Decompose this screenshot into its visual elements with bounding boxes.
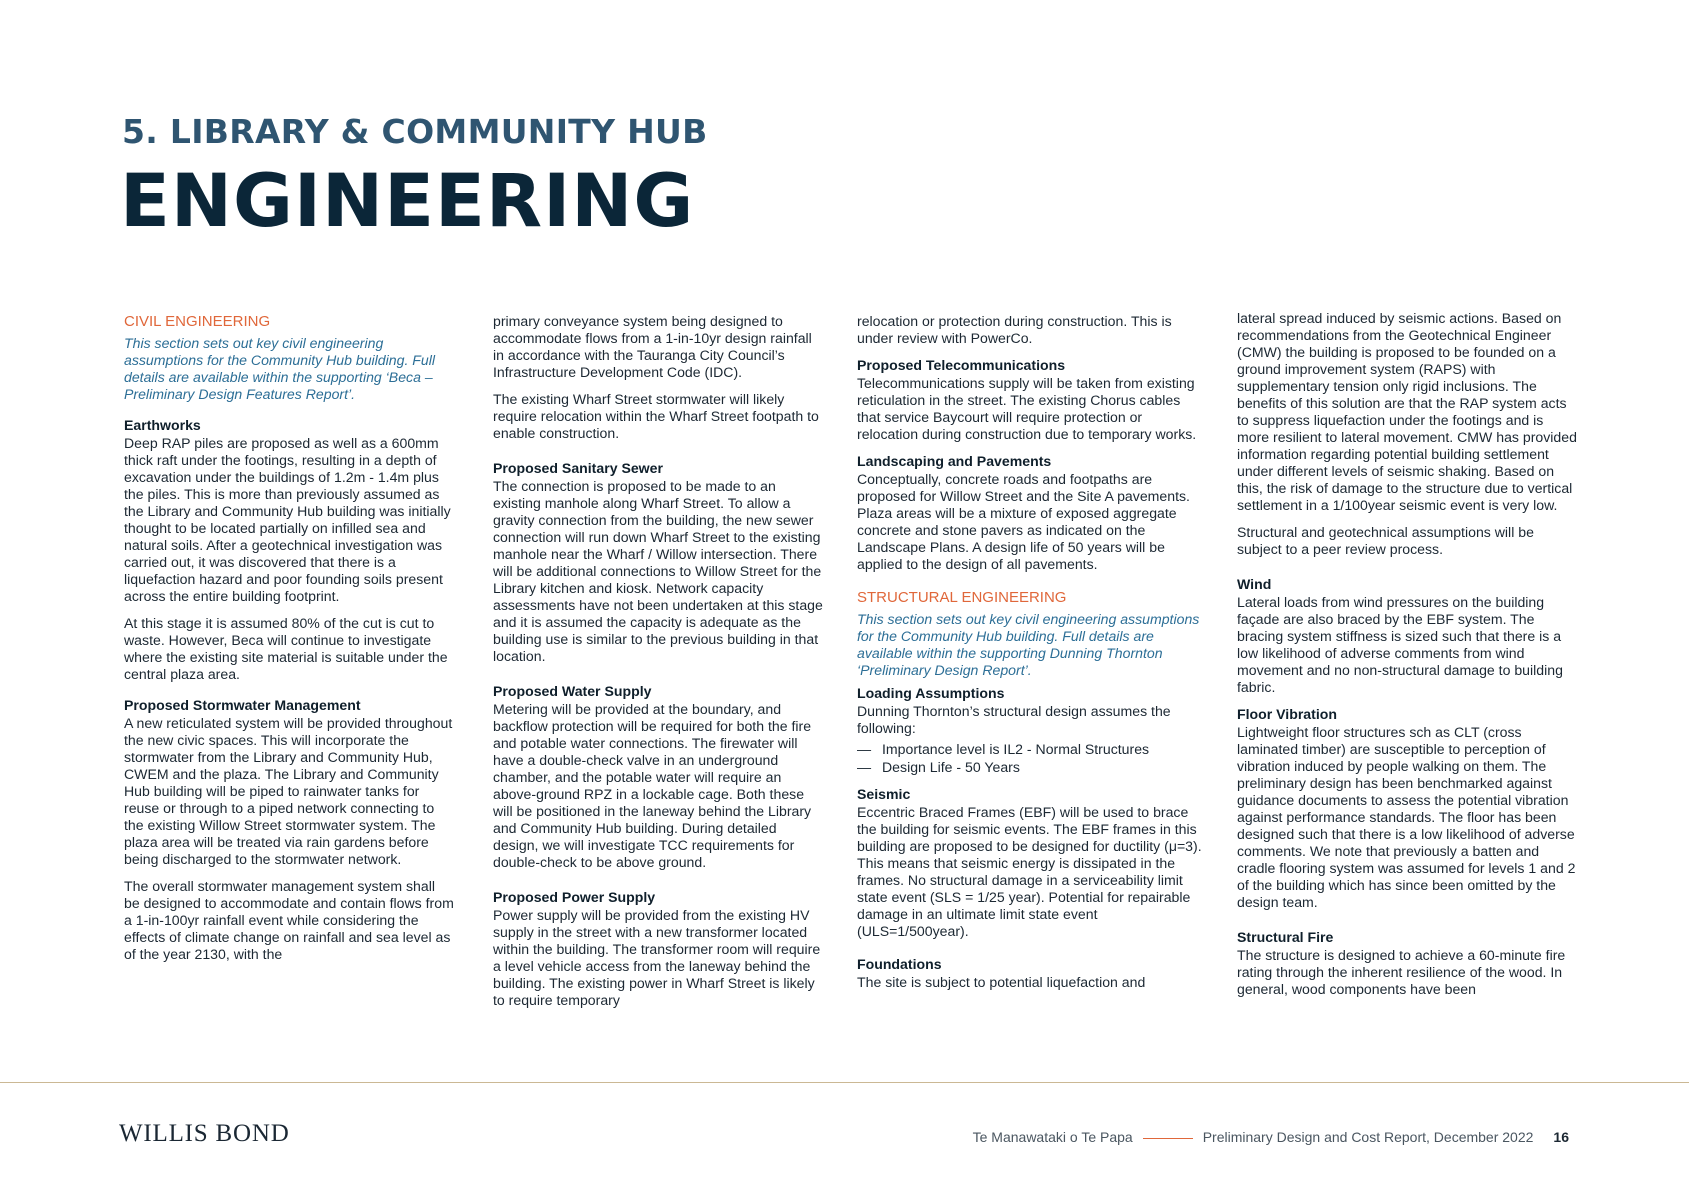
water-supply-heading: Proposed Water Supply [493, 683, 652, 699]
wind-heading: Wind [1237, 576, 1272, 592]
page-number: 16 [1553, 1129, 1569, 1145]
structural-intro: This section sets out key civil engineering assumptions for the Community Hub building. Full details are available within the supporting Dunning Thornton ‘Preliminary Design Report’. [857, 611, 1200, 678]
loading-paragraph: Dunning Thornton’s structural design assumes the following: [857, 703, 1171, 736]
footer-divider [0, 1082, 1689, 1083]
stormwater-heading: Proposed Stormwater Management [124, 697, 361, 713]
earthworks-heading: Earthworks [124, 417, 201, 433]
civil-engineering-heading: CIVIL ENGINEERING [124, 313, 271, 330]
water-supply-paragraph: Metering will be provided at the boundary, and backflow protection will be required for both the fire and potable water connections. The firewater will have a double-check valve in an underground chamber, and the potable water will require an above-ground RPZ in a lockable cage. Both these will be positioned in the laneway behind the Library and Community Hub building. During detailed design, we will investigate TCC requirements for double-check to be above ground. [493, 701, 812, 870]
sewer-paragraph: The connection is proposed to be made to an existing manhole along Wharf Street. To allow a gravity connection from the building, the new sewer connection will run down Wharf Street to the existing manhole near the Wharf / Willow intersection. There will be additional connections to Willow Street for the Library kitchen and kiosk. Network capacity assessments have not been undertaken at this stage and it is assumed the capacity is adequate as the building use is similar to the previous building in that location. [493, 478, 823, 664]
sewer-heading: Proposed Sanitary Sewer [493, 460, 663, 476]
floor-vibration-paragraph: Lightweight floor structures sch as CLT (cross laminated timber) are susceptible to perception of vibration induced by people walking on them. The preliminary design has been benchmarked against guidance documents to assess the potential vibration against performance standards. The floor has been designed such that there is a low likelihood of adverse comments. We note that previously a batten and cradle flooring system was assumed for levels 1 and 2 of the building which has since been omitted by the design team. [1237, 724, 1576, 910]
loading-heading: Loading Assumptions [857, 685, 1005, 701]
landscaping-heading: Landscaping and Pavements [857, 453, 1052, 469]
peer-review-paragraph: Structural and geotechnical assumptions will be subject to a peer review process. [1237, 524, 1534, 557]
conveyance-paragraph: primary conveyance system being designed to accommodate flows from a 1-in-10yr design rainfall in accordance with the Tauranga City Council’s Infrastructure Development Code (IDC). [493, 313, 812, 380]
foundations-paragraph: The site is subject to potential liquefaction and [857, 974, 1146, 990]
earthworks-paragraph-2: At this stage it is assumed 80% of the cut is cut to waste. However, Beca will continue to investigate where the existing site material is suitable under the central plaza area. [124, 615, 448, 682]
civil-intro: This section sets out key civil engineering assumptions for the Community Hub building. Full details are available within the supporting ‘Beca – Preliminary Design Features Report’. [124, 335, 435, 402]
structural-engineering-heading: STRUCTURAL ENGINEERING [857, 589, 1067, 606]
seismic-paragraph: Eccentric Braced Frames (EBF) will be used to brace the building for seismic events. The EBF frames in this building are proposed to be designed for ductility (μ=3). This means that seismic energy is dissipated in the frames. No structural damage in a serviceability limit state event (SLS = 1/25 year). Potential for repairable damage in an ultimate limit state event (ULS=1/500year). [857, 804, 1202, 939]
footer-dash [1143, 1138, 1193, 1139]
willis-bond-logo: WILLIS BOND [119, 1120, 290, 1147]
column-2 [493, 313, 823, 1019]
telecom-heading: Proposed Telecommunications [857, 357, 1066, 373]
section-label: 5. LIBRARY & COMMUNITY HUB [122, 112, 708, 151]
column-3 [857, 313, 1207, 1001]
page-title: ENGINEERING [120, 159, 695, 244]
power-supply-paragraph: Power supply will be provided from the existing HV supply in the street with a new transformer located within the building. The transformer room will require a level vehicle access from the laneway behind the building. The existing power in Wharf Street is likely to require temporary [493, 907, 821, 1008]
project-name: Te Manawataki o Te Papa [972, 1129, 1133, 1145]
structural-fire-paragraph: The structure is designed to achieve a 60-minute fire rating through the inherent resilience of the wood. In general, wood components have been [1237, 947, 1566, 997]
seismic-heading: Seismic [857, 786, 911, 802]
list-item: — Design Life - 50 Years [857, 759, 1207, 776]
list-item: — Importance level is IL2 - Normal Structures [857, 741, 1207, 758]
powerco-paragraph: relocation or protection during construction. This is under review with PowerCo. [857, 313, 1172, 346]
column-1 [124, 313, 454, 973]
stormwater-paragraph-2: The overall stormwater management system shall be designed to accommodate and contain flows from a 1-in-100yr rainfall event while considering the effects of climate change on rainfall and sea level as of the year 2130, with the [124, 878, 454, 962]
power-supply-heading: Proposed Power Supply [493, 889, 656, 905]
earthworks-paragraph-1: Deep RAP piles are proposed as well as a 600mm thick raft under the footings, resulting in a depth of excavation under the buildings of 1.2m - 1.4m plus the piles. This is more than previously assumed as the Library and Community Hub building was initially thought to be located partially on infilled sea and natural soils. After a geotechnical investigation was carried out, it was discovered that there is a liquefaction hazard and poor founding soils present across the entire building footprint. [124, 435, 451, 604]
lateral-spread-paragraph: lateral spread induced by seismic actions. Based on recommendations from the Geotechnical Engineer (CMW) the building is proposed to be founded on a ground improvement system (RAPS) with supplementary tension only rigid inclusions. The benefits of this solution are that the RAP system acts to suppress liquefaction under the footings and is more resilient to lateral movement. CMW has provided information regarding potential building settlement under different levels of seismic shaking. Based on this, the risk of damage to the structure due to vertical settlement in a 1/100year seismic event is very low. [1237, 310, 1577, 513]
wharf-stormwater-paragraph: The existing Wharf Street stormwater will likely require relocation within the Wharf Street footpath to enable construction. [493, 391, 819, 441]
floor-vibration-heading: Floor Vibration [1237, 706, 1337, 722]
stormwater-paragraph-1: A new reticulated system will be provided throughout the new civic spaces. This will incorporate the stormwater from the Library and Community Hub, CWEM and the plaza. The Library and Community Hub building will be piped to rainwater tanks for reuse or through to a piped network connecting to the existing Willow Street stormwater system. The plaza area will be treated via rain gardens before being discharged to the stormwater network. [124, 715, 453, 867]
report-name: Preliminary Design and Cost Report, December 2022 [1202, 1129, 1534, 1145]
footer-info [973, 1129, 1569, 1145]
landscaping-paragraph: Conceptually, concrete roads and footpaths are proposed for Willow Street and the Site A pavements. Plaza areas will be a mixture of exposed aggregate concrete and stone pavers as indicated on the Landscape Plans. A design life of 50 years will be applied to the design of all pavements. [857, 471, 1190, 572]
column-4 [1237, 310, 1577, 1008]
telecom-paragraph: Telecommunications supply will be taken from existing reticulation in the street. The existing Chorus cables that service Baycourt will require protection or relocation during construction due to temporary works. [857, 375, 1197, 442]
wind-paragraph: Lateral loads from wind pressures on the building façade are also braced by the EBF system. The bracing system stiffness is sized such that there is a low likelihood of adverse comments from wind movement and no non-structural damage to building fabric. [1237, 594, 1563, 695]
structural-fire-heading: Structural Fire [1237, 929, 1334, 945]
foundations-heading: Foundations [857, 956, 942, 972]
loading-list [857, 741, 1207, 776]
